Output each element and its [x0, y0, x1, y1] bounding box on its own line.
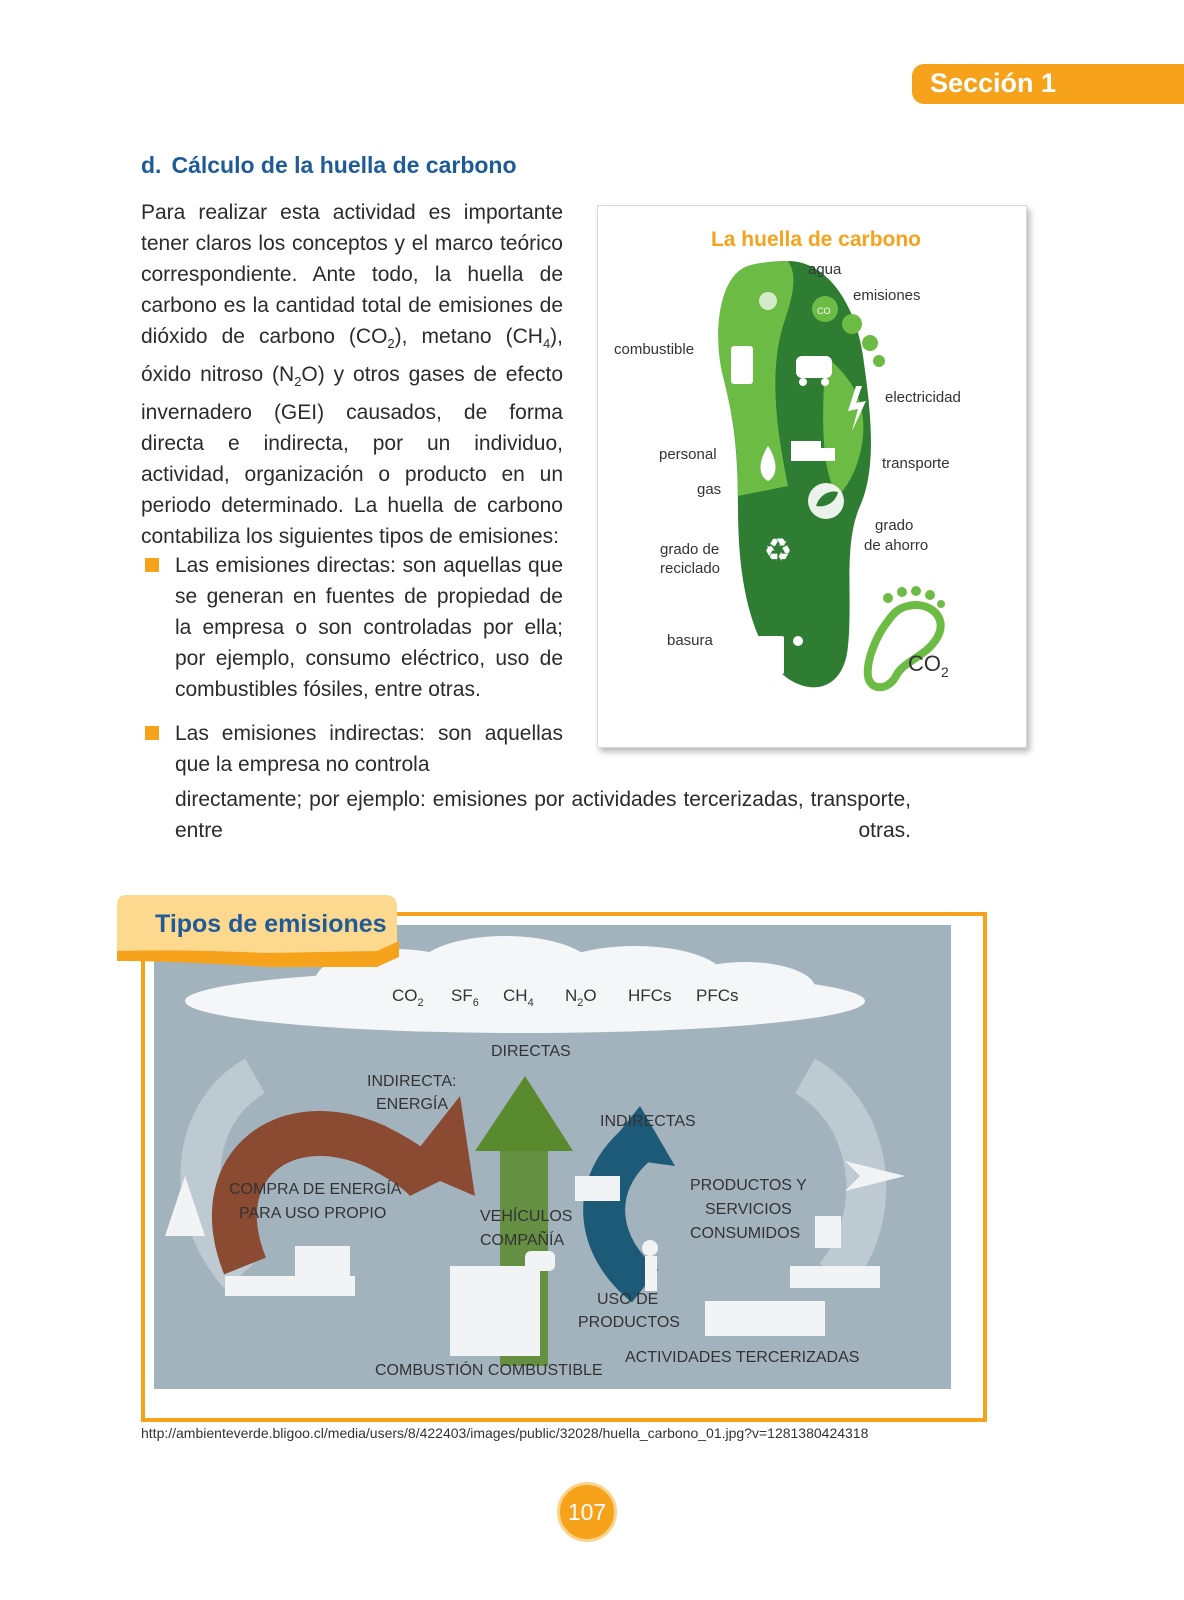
power-plant-icon	[225, 1276, 355, 1296]
toe	[842, 314, 862, 334]
bullet-marker	[145, 726, 159, 740]
heading-letter: d.	[141, 152, 162, 178]
footprint-title: La huella de carbono	[710, 228, 922, 251]
label-productos-3: CONSUMIDOS	[690, 1225, 801, 1242]
intro-text-2: ), metano (CH	[394, 325, 543, 348]
label-electricidad: electricidad	[885, 389, 961, 406]
page-number-badge	[557, 1482, 617, 1542]
person-body-icon	[645, 1256, 657, 1291]
label-gas: gas	[697, 481, 722, 498]
car-icon	[525, 1251, 555, 1271]
factory-icon	[450, 1266, 540, 1356]
intro-paragraph	[141, 197, 563, 552]
label-grado-de: grado de	[660, 541, 720, 558]
label-uso-1: USO DE	[597, 1291, 659, 1308]
label-grado: grado	[875, 517, 914, 534]
page-number: 107	[567, 1499, 607, 1525]
water-drop-icon	[759, 292, 777, 310]
person-icon	[793, 636, 803, 646]
intro-text-1: Para realizar esta actividad es importante tener claros los conceptos y el marco teórico correspondiente. Ante todo, la huella de carbono es la cantidad total de emisiones de dióxido de carbono (CO	[141, 201, 563, 348]
label-basura: basura	[667, 632, 713, 649]
car-wheel-icon	[821, 378, 829, 386]
emissions-title: Tipos de emisiones	[155, 910, 387, 938]
truck-icon	[791, 441, 821, 461]
bullet-indirect-emissions: Las emisiones indirectas: son aquellas que la empresa no controla	[175, 722, 563, 776]
toe	[883, 593, 893, 603]
emissions-figure-frame	[141, 912, 987, 1422]
gas-ch4: $CH_4$	[503, 986, 534, 1009]
intro-sub-1: 2	[387, 336, 395, 352]
gas-co2: $CO_2$	[392, 986, 424, 1009]
co2-label: $CO_2$	[908, 651, 949, 680]
section-heading	[141, 152, 517, 179]
toe	[937, 600, 945, 608]
bus-icon	[790, 1266, 880, 1288]
person-icon	[642, 1240, 658, 1256]
footprint-figure	[597, 205, 1027, 748]
label-personal: personal	[659, 446, 717, 463]
label-de-ahorro: de ahorro	[864, 537, 929, 554]
label-agua: agua	[808, 261, 842, 278]
bullet-indirect-continuation: directamente; por ejemplo: emisiones por actividades tercerizadas, transporte, entre otras.	[175, 788, 911, 842]
toe-co2-label: CO	[817, 306, 831, 316]
trash-bin-icon	[758, 636, 784, 674]
car-icon	[796, 356, 832, 378]
intro-sub-2: 4	[542, 336, 551, 352]
label-compra-2: PARA USO PROPIO	[239, 1205, 387, 1222]
toe	[897, 587, 907, 597]
toe	[873, 355, 885, 367]
intro-sub-3: 2	[294, 374, 302, 390]
label-reciclado: reciclado	[660, 560, 721, 577]
label-indirecta-2: ENERGÍA	[376, 1096, 449, 1113]
section-label: Sección 1	[930, 68, 1057, 98]
label-actividades: ACTIVIDADES TERCERIZADAS	[625, 1349, 860, 1366]
label-combustion: COMBUSTIÓN COMBUSTIBLE	[375, 1362, 603, 1379]
label-vehiculos-1: VEHÍCULOS	[480, 1208, 573, 1225]
label-indirecta-1: INDIRECTA:	[367, 1073, 457, 1090]
emissions-illustration	[145, 916, 983, 1418]
gas-pfcs: PFCs	[696, 986, 739, 1005]
gas-hfcs: HFCs	[628, 986, 672, 1005]
label-combustible: combustible	[614, 341, 695, 358]
factory-outsourced-icon	[705, 1301, 825, 1336]
recycle-icon: ♻	[763, 532, 793, 568]
toe	[911, 586, 921, 596]
label-productos-1: PRODUCTOS Y	[690, 1177, 807, 1194]
car-wheel-icon	[799, 378, 807, 386]
intro-text-3: ), óxido nitroso (N	[141, 325, 563, 387]
toe	[862, 335, 878, 351]
fuel-pump-icon	[731, 346, 753, 384]
bullet-marker	[145, 558, 159, 572]
label-emisiones: emisiones	[853, 287, 921, 304]
section-tab	[912, 64, 1184, 104]
footprint-illustration	[598, 206, 1026, 747]
label-transporte: transporte	[882, 455, 950, 472]
gas-sf6: $SF_6$	[451, 986, 479, 1009]
heading-title: Cálculo de la huella de carbono	[171, 152, 517, 178]
label-directas: DIRECTAS	[491, 1043, 571, 1060]
crane-icon	[575, 1176, 620, 1201]
source-url: http://ambienteverde.bligoo.cl/media/users/8/422403/images/public/32028/huella_carbono_01.jpg?v=1281380424318	[141, 1425, 869, 1441]
gas-n2o: $N_2O$	[565, 986, 597, 1009]
label-compra-1: COMPRA DE ENERGÍA	[229, 1181, 402, 1198]
bullet-direct-emissions: Las emisiones directas: son aquellas que se generan en fuentes de propiedad de la empresa o son controladas por ella; por ejemplo, consumo eléctrico, uso de combustibles fósiles, entre otras.	[175, 554, 563, 701]
label-uso-2: PRODUCTOS	[578, 1314, 680, 1331]
label-indirectas: INDIRECTAS	[600, 1113, 696, 1130]
toe	[925, 590, 935, 600]
label-productos-2: SERVICIOS	[705, 1201, 792, 1218]
truck-cab-icon	[821, 448, 835, 461]
intro-text-4: O) y otros gases de efecto invernadero (GEI) causados, de forma directa e indirecta, por un individuo, actividad, organización o producto en un periodo determinado. La huella de carbono contabiliza los siguientes tipos de emisiones:	[141, 363, 564, 549]
label-vehiculos-2: COMPAÑÍA	[480, 1232, 565, 1249]
trash-bin-icon	[815, 1216, 841, 1248]
